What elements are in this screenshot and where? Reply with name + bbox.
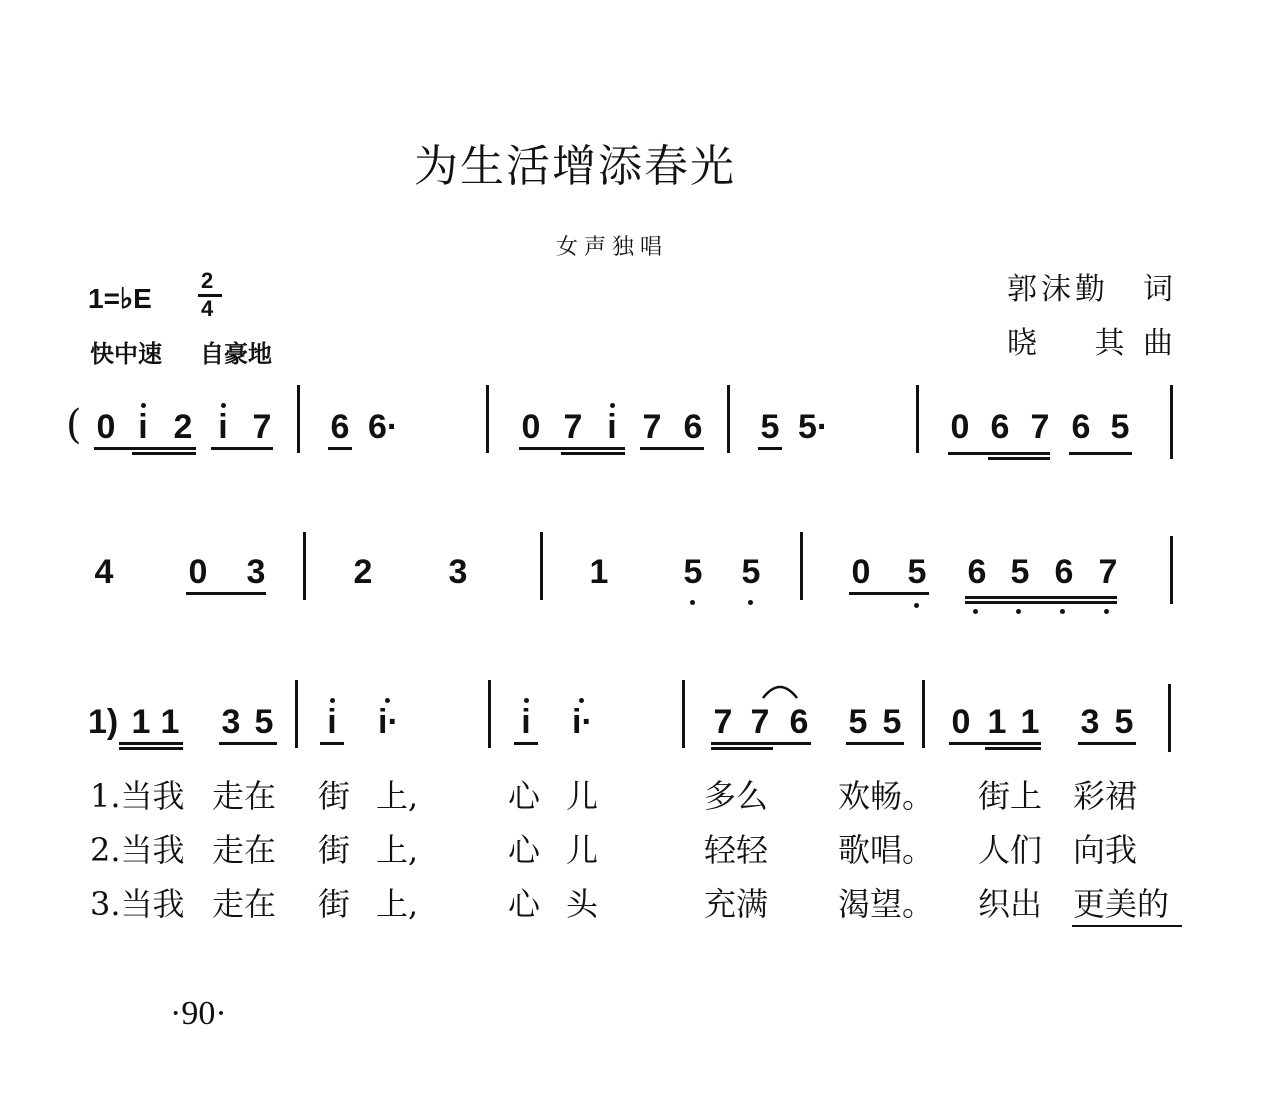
sixteenth-beam [561,452,625,455]
note: 6 [789,703,809,741]
bar-line [486,385,489,453]
eighth-beam [119,742,183,745]
bar-line [303,532,306,600]
note: i [327,703,337,741]
note: 1 [987,703,1007,741]
note: 5 [848,703,868,741]
low-octave-dot [973,609,978,614]
eighth-beam [219,742,277,745]
sixteenth-beam [965,601,1117,604]
opening-parenthesis: ( [66,402,82,448]
lyric-syllable: 向我 [1073,831,1138,869]
note: 6 [330,408,350,446]
low-octave-dot [690,600,695,605]
lyric-syllable: 3.当我 [90,885,185,923]
note: 0 [188,553,208,591]
eighth-beam [949,742,1041,745]
note: 7 [713,703,733,741]
lyric-syllable: 街 [318,777,351,815]
low-octave-dot [1016,609,1021,614]
high-octave-dot [141,403,146,408]
bar-line [488,680,491,748]
low-octave-dot [1104,609,1109,614]
song-title: 为生活增添春光 [414,141,736,192]
sixteenth-beam [119,747,183,750]
bar-line [682,680,685,748]
sixteenth-beam [711,747,773,750]
note: i [521,703,531,741]
bar-line [1170,385,1173,459]
low-octave-dot [1060,609,1065,614]
lyric-syllable: 充满 [704,885,769,923]
eighth-beam [965,596,1117,599]
note: 5 [683,553,703,591]
note: 3 [448,553,468,591]
note: 3 [221,703,241,741]
note: 0 [951,703,971,741]
lyric-syllable: 人们 [978,831,1043,869]
note: 7 [563,408,583,446]
lyric-syllable: 多么 [704,777,769,815]
note: i· [378,703,399,741]
note: 5 [907,553,927,591]
tempo-marking: 快中速 [90,341,162,368]
eighth-beam [640,447,704,450]
eighth-beam [1078,742,1136,745]
high-octave-dot [221,403,226,408]
lyricist-role: 词 [1143,272,1177,307]
slur-arc [760,680,800,700]
bar-line [727,385,730,453]
lyric-syllable: 走在 [212,777,277,815]
sixteenth-beam [988,457,1050,460]
bar-line [800,532,803,600]
time-signature-bottom: 4 [201,296,214,321]
note: 5 [1110,408,1130,446]
time-signature-top: 2 [201,268,214,293]
sixteenth-beam [132,452,196,455]
lyric-syllable: 心 [508,885,541,923]
bar-line [1170,536,1173,604]
note: 2 [173,408,193,446]
note: i [218,408,228,446]
eighth-beam [711,742,811,745]
lyric-syllable: 渴望。 [838,885,935,923]
lyric-syllable: 轻轻 [704,831,769,869]
eighth-beam [849,592,929,595]
composer-role: 曲 [1143,326,1177,361]
bar-line [922,680,925,748]
note: 0 [96,408,116,446]
note: 5 [741,553,761,591]
high-octave-dot [579,698,584,703]
note: 6 [967,553,987,591]
lyric-syllable: 上, [376,831,419,869]
lyric-syllable: 街上 [978,777,1043,815]
repeat-ending-marker: 1) [88,703,119,741]
eighth-beam [1069,452,1132,455]
lyric-syllable: 走在 [212,831,277,869]
performance-type: 女声独唱 [556,235,669,260]
high-octave-dot [330,698,335,703]
note: 5 [1114,703,1134,741]
low-octave-dot [914,603,919,608]
eighth-beam [514,742,538,745]
note: 3 [1080,703,1100,741]
lyric-syllable: 走在 [212,885,277,923]
note: 5 [254,703,274,741]
eighth-beam [186,592,266,595]
note: 1 [131,703,151,741]
note: 6· [368,408,399,446]
note: 1 [589,553,609,591]
note: 7 [252,408,272,446]
note: 3 [246,553,266,591]
lyric-syllable: 街 [318,885,351,923]
expression-marking: 自豪地 [200,341,272,368]
lyric-syllable: 彩裙 [1073,777,1138,815]
note: 5 [882,703,902,741]
note: i [138,408,148,446]
note: 6 [683,408,703,446]
bar-line [295,680,298,748]
eighth-beam [846,742,904,745]
note: 7 [642,408,662,446]
note: 0 [851,553,871,591]
note: 5· [798,408,829,446]
lyric-syllable: 2.当我 [90,831,185,869]
lyric-syllable: 欢畅。 [838,777,935,815]
lyricist-name: 郭沫勤 [1007,272,1109,307]
note: 7 [1098,553,1118,591]
note: 7 [750,703,770,741]
note: 1 [1020,703,1040,741]
note: 5 [1010,553,1030,591]
note: 0 [521,408,541,446]
note: 6 [1054,553,1074,591]
eighth-beam [94,447,196,450]
note: 1 [160,703,180,741]
key-signature: 1=♭E [88,283,152,314]
high-octave-dot [610,403,615,408]
lyric-underline [1072,925,1182,927]
lyric-syllable: 心 [508,777,541,815]
eighth-beam [320,742,344,745]
eighth-beam [211,447,273,450]
lyric-syllable: 心 [508,831,541,869]
bar-line [1168,684,1171,752]
low-octave-dot [748,600,753,605]
composer-name: 晓 其 [1007,326,1149,361]
eighth-beam [328,447,352,450]
lyric-syllable: 更美的 [1073,885,1170,923]
lyric-syllable: 儿 [566,777,599,815]
lyric-syllable: 头 [566,885,599,923]
lyric-syllable: 儿 [566,831,599,869]
note: 6 [990,408,1010,446]
sixteenth-beam [985,747,1041,750]
lyric-syllable: 街 [318,831,351,869]
high-octave-dot [385,698,390,703]
note: i [607,408,617,446]
bar-line [916,385,919,453]
high-octave-dot [524,698,529,703]
lyric-syllable: 织出 [978,885,1043,923]
note: 5 [760,408,780,446]
note: 4 [94,553,114,591]
lyric-syllable: 上, [376,885,419,923]
bar-line [540,532,543,600]
page-number: ·90· [170,995,227,1032]
lyric-syllable: 上, [376,777,419,815]
note: 6 [1071,408,1091,446]
lyric-syllable: 歌唱。 [838,831,935,869]
eighth-beam [758,447,782,450]
bar-line [297,385,300,453]
eighth-beam [519,447,625,450]
note: 2 [353,553,373,591]
lyric-syllable: 1.当我 [90,777,185,815]
note: 7 [1030,408,1050,446]
note: 0 [950,408,970,446]
eighth-beam [948,452,1050,455]
note: i· [572,703,593,741]
